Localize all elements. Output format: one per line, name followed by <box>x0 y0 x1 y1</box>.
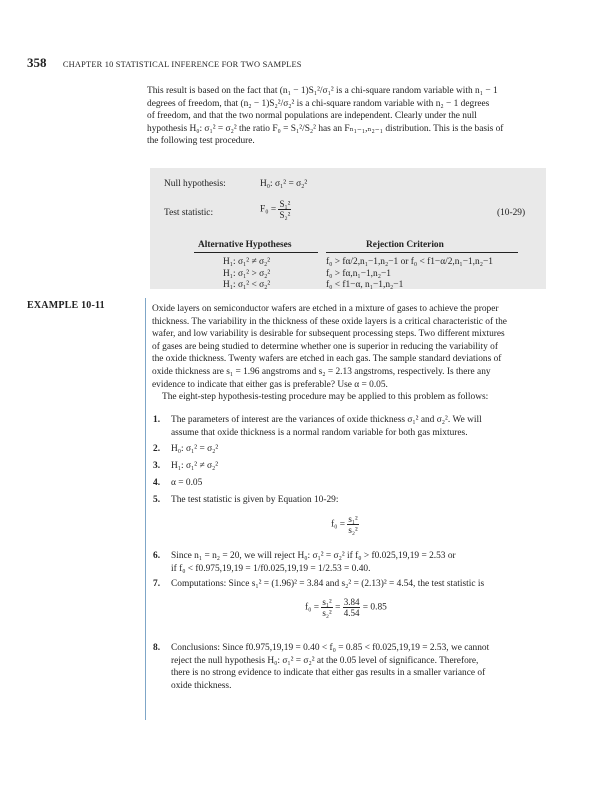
step-number: 1. <box>153 415 161 425</box>
step-text: if f₀ < f0.975,19,19 = 1/f0.025,19,19 = 1/2.53 = 0.40. <box>171 563 371 574</box>
example-rule <box>145 298 146 720</box>
step-3 <box>153 460 543 473</box>
step-number: 7. <box>153 579 161 589</box>
example-paragraph <box>152 303 544 404</box>
f0-lhs: f₀ = <box>305 602 320 613</box>
page-number: 358 <box>27 55 47 70</box>
alt-hypothesis: H₁: σ₁² < σ₂² <box>223 280 271 290</box>
f0-numerator: s₁² <box>348 514 358 524</box>
f0-result: = 0.85 <box>362 602 387 613</box>
example-line: thickness. The variability in the thickness of these oxide layers is a critical characteristic of the <box>152 316 507 327</box>
example-line: the oxide thickness. Twenty wafers are etched in each gas. The sample standard deviations of <box>152 354 502 365</box>
intro-paragraph <box>147 85 542 148</box>
intro-line: degrees of freedom, that (n₂ − 1)S₂²/σ₂² is a chi-square random variable with n₂ − 1 degrees <box>147 98 490 109</box>
step-number: 5. <box>153 495 161 505</box>
step-text: Computations: Since s₁² = (1.96)² = 3.84 and s₂² = (2.13)² = 4.54, the test statistic is <box>171 579 485 589</box>
step-text: H₀: σ₁² = σ₂² <box>171 444 219 454</box>
stat-lhs: F₀ = <box>260 204 277 215</box>
step-7 <box>153 578 543 591</box>
null-label: Null hypothesis: <box>164 179 226 189</box>
col-alternative: Alternative Hypotheses <box>198 240 292 250</box>
example-line: of gases are being studied to determine whether one is superior in reducing the variability of <box>152 341 498 352</box>
example-line: wafer, and low variability is desirable for subsequent processing steps. Two different mixtures <box>152 329 505 340</box>
step-text: Conclusions: Since f0.975,19,19 = 0.40 < f₀ = 0.85 < f0.025,19,19 = 2.53, we cannot <box>171 643 490 653</box>
step-number: 8. <box>153 643 161 653</box>
stat-numerator: S₁² <box>279 199 291 209</box>
step-text: oxide thickness. <box>171 680 232 691</box>
intro-line: of freedom, and that the two normal populations are independent. Clearly under the null <box>147 111 477 122</box>
equation-number: (10-29) <box>497 208 526 218</box>
example-line: Oxide layers on semiconductor wafers are etched in a mixture of gases to achieve the proper <box>152 304 499 314</box>
step-4 <box>153 477 543 490</box>
value-numerator: 3.84 <box>343 597 360 607</box>
step-number: 3. <box>153 461 161 471</box>
test-statistic <box>260 199 291 220</box>
chapter-title: CHAPTER 10 STATISTICAL INFERENCE FOR TWO SAMPLES <box>62 60 302 69</box>
value-denominator: 4.54 <box>343 608 360 618</box>
rejection-criterion: f₀ > fα,n₁−1,n₂−1 <box>326 269 391 279</box>
step-text: The parameters of interest are the variances of oxide thickness σ₁² and σ₂². We will <box>171 415 482 425</box>
alt-hypothesis: H₁: σ₁² ≠ σ₂² <box>223 257 271 267</box>
divider <box>326 252 518 253</box>
step-number: 4. <box>153 478 161 488</box>
page-header <box>27 55 302 71</box>
step-text: The test statistic is given by Equation 10-29: <box>171 495 339 505</box>
test-procedure-box <box>150 168 546 289</box>
f0-computation <box>305 597 465 618</box>
stat-fraction <box>278 199 291 220</box>
equals-sign: = <box>335 602 341 613</box>
stat-label: Test statistic: <box>164 208 214 218</box>
step-number: 2. <box>153 444 161 454</box>
intro-line: This result is based on the fact that (n₁ − 1)S₁²/σ₁² is a chi-square random variable with n₁ − 1 <box>147 86 498 96</box>
step-6 <box>153 550 543 575</box>
f0-lhs: f₀ = <box>331 519 346 530</box>
procedure-intro: The eight-step hypothesis-testing procedure may be applied to this problem as follows: <box>162 392 489 403</box>
null-expression: H₀: σ₁² = σ₂² <box>260 179 308 189</box>
example-line: evidence to indicate that either gas is preferable? Use α = 0.05. <box>152 379 388 390</box>
intro-line: hypothesis H₀: σ₁² = σ₂² the ratio F₀ = S₁²/S₂² has an Fₙ₁₋₁,ₙ₂₋₁ distribution. This is the basis of <box>147 123 504 134</box>
example-line: oxide thickness are s₁ = 1.96 angstroms and s₂ = 2.13 angstroms, respectively. Is there any <box>152 366 491 377</box>
intro-line: the following test procedure. <box>147 136 255 147</box>
f0-fraction <box>347 514 358 535</box>
f0-numerator: s₁² <box>322 597 332 607</box>
step-text: assume that oxide thickness is a normal random variable for both gas mixtures. <box>171 427 468 438</box>
step-text: Since n₁ = n₂ = 20, we will reject H₀: σ₁² = σ₂² if f₀ > f0.025,19,19 = 2.53 or <box>171 551 456 561</box>
f0-denominator: s₂² <box>322 608 332 618</box>
step-text: H₁: σ₁² ≠ σ₂² <box>171 461 219 471</box>
step-text: reject the null hypothesis H₀: σ₁² = σ₂² at the 0.05 level of significance. Therefore, <box>171 655 479 666</box>
example-label: EXAMPLE 10-11 <box>27 300 105 311</box>
rejection-criterion: f₀ < f1−α, n₁−1,n₂−1 <box>326 280 404 290</box>
f0-equation <box>331 514 431 535</box>
f0-denominator: s₂² <box>348 525 358 535</box>
stat-denominator: S₂² <box>279 210 291 220</box>
step-8 <box>153 642 543 692</box>
step-text: α = 0.05 <box>171 478 203 488</box>
step-1 <box>153 414 543 439</box>
alt-hypothesis: H₁: σ₁² > σ₂² <box>223 269 271 279</box>
divider <box>194 252 318 253</box>
step-number: 6. <box>153 551 161 561</box>
rejection-criterion: f₀ > fα/2,n₁−1,n₂−1 or f₀ < f1−α/2,n₁−1,n₂−1 <box>326 257 493 267</box>
value-fraction <box>343 597 361 618</box>
step-2 <box>153 443 543 456</box>
step-5 <box>153 494 543 507</box>
step-text: there is no strong evidence to indicate that either gas results in a smaller variance of <box>171 668 486 679</box>
f0-fraction <box>321 597 332 618</box>
col-rejection: Rejection Criterion <box>366 240 444 250</box>
